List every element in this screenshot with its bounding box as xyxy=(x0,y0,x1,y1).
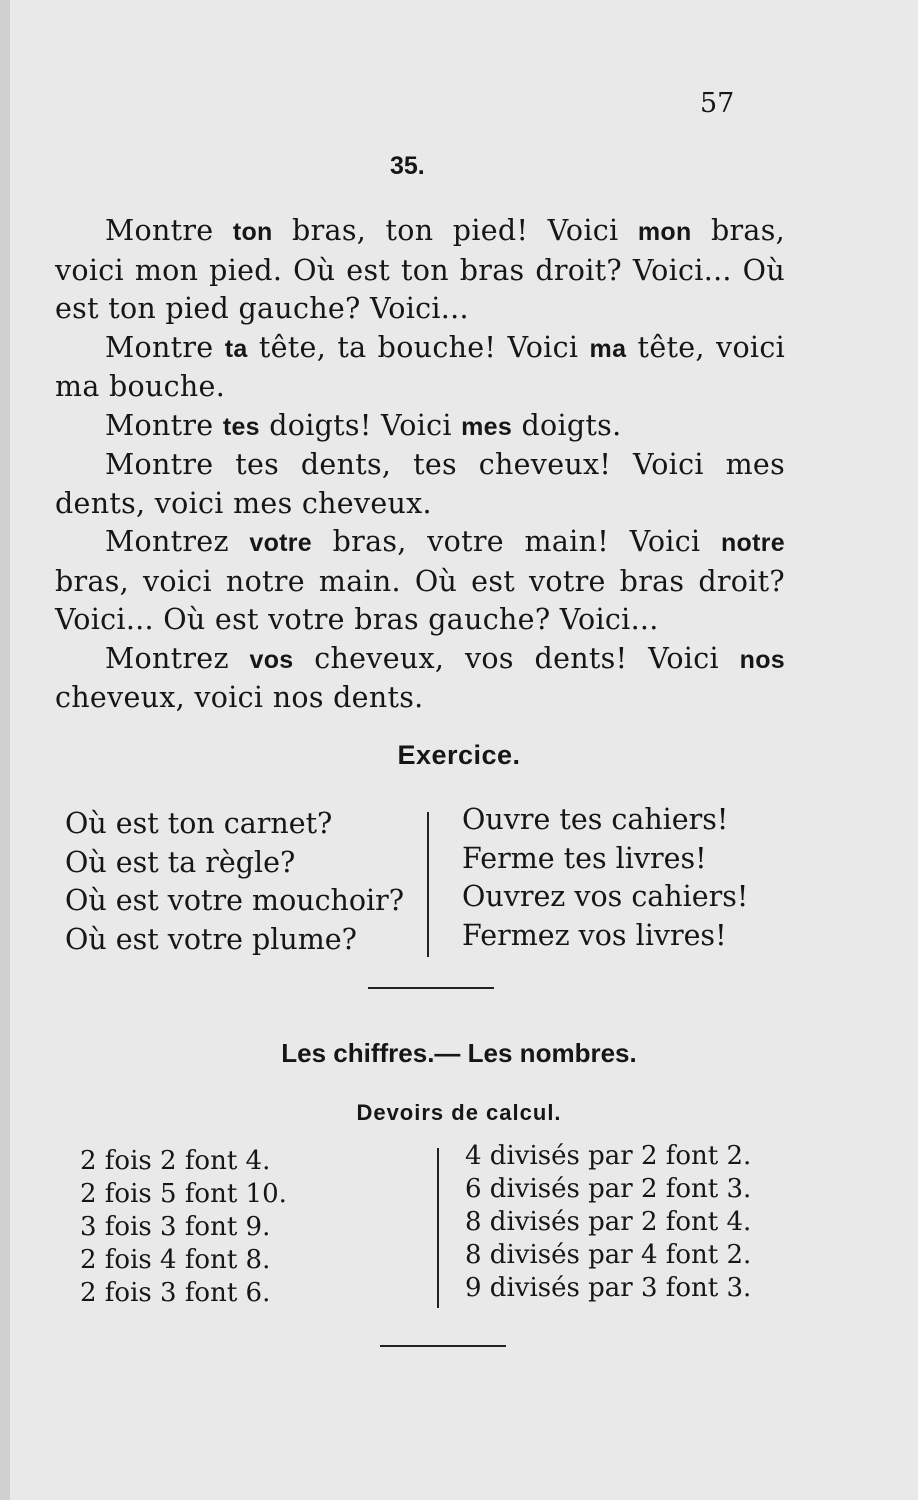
text-segment: Montre xyxy=(105,214,233,247)
text-segment: bras, voici mon pied. Où est ton bras droit? Voici... Où est ton pied gauche? Voici... xyxy=(55,214,785,325)
exercice-command: Ouvre tes cahiers! xyxy=(462,803,729,836)
possessive-word: notre xyxy=(720,529,785,557)
paragraph xyxy=(55,523,785,640)
lesson-text xyxy=(55,212,785,718)
paragraph xyxy=(55,212,785,329)
paragraph xyxy=(55,329,785,407)
possessive-word: mes xyxy=(461,412,513,441)
multiplication-line: 3 fois 3 font 9. xyxy=(80,1212,271,1242)
division-line: 8 divisés par 2 font 4. xyxy=(465,1207,752,1237)
section-rule xyxy=(368,987,494,989)
possessive-word: ta xyxy=(224,334,248,363)
possessive-word: mon xyxy=(637,218,692,246)
text-segment: Montrez xyxy=(105,525,250,558)
exercice-command: Ouvrez vos cahiers! xyxy=(462,880,749,913)
exercice-question: Où est ta règle? xyxy=(65,845,296,879)
end-rule xyxy=(380,1345,506,1347)
exercice-command: Ferme tes livres! xyxy=(462,841,707,875)
text-segment: Montrez xyxy=(105,641,250,675)
possessive-word: votre xyxy=(249,529,312,557)
text-segment: bras, votre main! Voici xyxy=(312,525,721,558)
lesson-number: 35. xyxy=(390,152,425,180)
division-line: 4 divisés par 2 font 2. xyxy=(465,1141,752,1171)
exercice-commands xyxy=(462,801,748,955)
page-number: 57 xyxy=(700,88,735,119)
exercice-question: Où est votre plume? xyxy=(65,922,357,956)
possessive-word: ma xyxy=(589,334,627,363)
multiplication-line: 2 fois 3 font 6. xyxy=(80,1278,271,1308)
possessive-word: ton xyxy=(232,218,273,246)
exercice-question: Où est ton carnet? xyxy=(65,807,333,840)
text-segment: doigts! Voici xyxy=(259,408,462,442)
text-segment: Montre xyxy=(105,330,225,364)
text-segment: Montre xyxy=(105,408,223,442)
multiplication-line: 2 fois 4 font 8. xyxy=(80,1245,271,1275)
text-segment: tête, voici ma bouche. xyxy=(55,330,785,403)
possessive-word: nos xyxy=(739,645,785,674)
multiplication-list xyxy=(80,1145,287,1310)
division-line: 6 divisés par 2 font 3. xyxy=(465,1174,752,1204)
possessive-word: tes xyxy=(222,412,260,441)
paragraph xyxy=(55,407,785,447)
multiplication-line: 2 fois 2 font 4. xyxy=(80,1146,271,1176)
text-segment: tête, ta bouche! Voici xyxy=(247,330,590,364)
text-segment: cheveux, voici nos dents. xyxy=(55,681,424,714)
text-segment: bras, ton pied! Voici xyxy=(272,214,638,247)
division-list xyxy=(465,1140,751,1305)
paragraph xyxy=(55,640,785,718)
section-title: Les chiffres.— Les nombres. xyxy=(281,1038,637,1068)
division-line: 9 divisés par 3 font 3. xyxy=(465,1273,752,1303)
exercice-question: Où est votre mouchoir? xyxy=(65,884,405,917)
exercice-heading: Exercice. xyxy=(397,740,521,770)
paragraph xyxy=(55,446,785,523)
text-segment: doigts. xyxy=(512,408,622,442)
text-segment: Montre tes dents, tes cheveux! Voici mes dents, voici mes cheveux. xyxy=(55,448,785,520)
multiplication-line: 2 fois 5 font 10. xyxy=(80,1179,287,1209)
possessive-word: vos xyxy=(249,645,294,674)
exercice-divider xyxy=(427,812,429,957)
division-line: 8 divisés par 4 font 2. xyxy=(465,1240,752,1270)
text-segment: cheveux, vos dents! Voici xyxy=(293,641,740,675)
exercice-questions xyxy=(65,805,404,959)
exercice-command: Fermez vos livres! xyxy=(462,918,727,952)
devoirs-heading: Devoirs de calcul. xyxy=(356,1100,562,1125)
calcul-divider xyxy=(437,1148,439,1308)
text-segment: bras, voici notre main. Où est votre bras droit? Voici... Où est votre bras gauche? Voici... xyxy=(55,564,785,636)
